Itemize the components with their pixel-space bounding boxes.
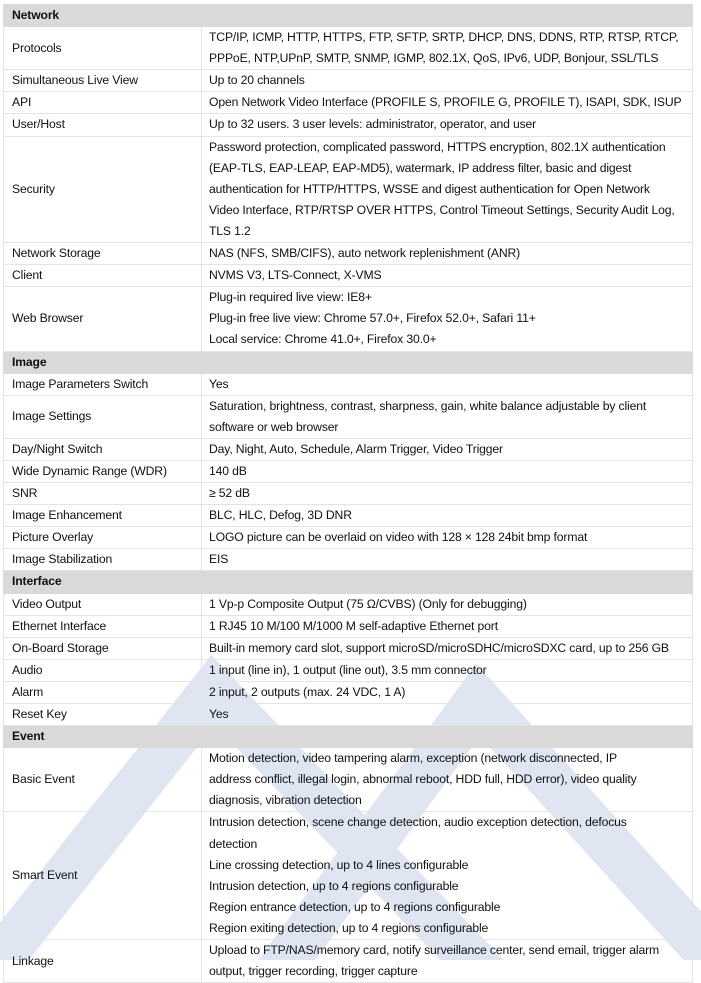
spec-row xyxy=(4,505,693,527)
spec-value-line: Up to 20 channels xyxy=(209,73,305,88)
spec-label: Web Browser xyxy=(4,287,202,351)
section-title: Network xyxy=(4,5,693,27)
spec-value-line: output, trigger recording, trigger capture xyxy=(209,964,418,979)
spec-label: Basic Event xyxy=(4,748,202,812)
spec-value-line: 1 input (line in), 1 output (line out), 3.5 mm connector xyxy=(209,662,487,677)
spec-row xyxy=(4,637,693,659)
section-title: Image xyxy=(4,351,693,373)
spec-row xyxy=(4,659,693,681)
spec-value xyxy=(202,265,693,287)
spec-value-line: 2 input, 2 outputs (max. 24 VDC, 1 A) xyxy=(209,684,406,699)
spec-row xyxy=(4,549,693,571)
spec-row xyxy=(4,483,693,505)
spec-value xyxy=(202,70,693,92)
spec-value-line: ≥ 52 dB xyxy=(209,486,250,501)
spec-value-line: Plug-in required live view: IE8+ xyxy=(209,290,372,305)
spec-row xyxy=(4,704,693,726)
spec-value xyxy=(202,940,693,983)
spec-row xyxy=(4,940,693,983)
spec-value-line: Open Network Video Interface (PROFILE S, PROFILE G, PROFILE T), ISAPI, SDK, ISUP xyxy=(209,95,682,110)
spec-value-line: Intrusion detection, up to 4 regions configurable xyxy=(209,878,459,893)
spec-value-line: address conflict, illegal login, abnormal reboot, HDD full, HDD error), video quality xyxy=(209,772,637,787)
spec-row xyxy=(4,27,693,70)
spec-value-line: diagnosis, vibration detection xyxy=(209,793,362,808)
spec-value-line: BLC, HLC, Defog, 3D DNR xyxy=(209,508,352,523)
spec-value-line: Region entrance detection, up to 4 regions configurable xyxy=(209,899,501,914)
section-header-network xyxy=(4,5,693,27)
spec-label: Video Output xyxy=(4,593,202,615)
spec-value xyxy=(202,505,693,527)
spec-value-line: Plug-in free live view: Chrome 57.0+, Firefox 52.0+, Safari 11+ xyxy=(209,311,536,326)
spec-value-line: NAS (NFS, SMB/CIFS), auto network replenishment (ANR) xyxy=(209,246,521,261)
spec-label: Simultaneous Live View xyxy=(4,70,202,92)
spec-row xyxy=(4,593,693,615)
spec-value-line: Line crossing detection, up to 4 lines configurable xyxy=(209,857,469,872)
spec-value xyxy=(202,460,693,482)
spec-label: Smart Event xyxy=(4,812,202,940)
spec-row xyxy=(4,373,693,395)
spec-value-line: detection xyxy=(209,836,258,851)
section-title: Event xyxy=(4,726,693,748)
spec-row xyxy=(4,265,693,287)
spec-value-line: Yes xyxy=(209,376,229,391)
spec-row xyxy=(4,527,693,549)
spec-value-line: 1 RJ45 10 M/100 M/1000 M self-adaptive Ethernet port xyxy=(209,618,498,633)
spec-row xyxy=(4,243,693,265)
section-header-interface xyxy=(4,571,693,593)
spec-label: Image Parameters Switch xyxy=(4,373,202,395)
spec-value-line: Saturation, brightness, contrast, sharpness, gain, white balance adjustable by client xyxy=(209,398,647,413)
spec-label: Security xyxy=(4,136,202,242)
spec-value xyxy=(202,395,693,438)
section-header-image xyxy=(4,351,693,373)
spec-label: Wide Dynamic Range (WDR) xyxy=(4,460,202,482)
spec-value xyxy=(202,615,693,637)
spec-value-line: NVMS V3, LTS-Connect, X-VMS xyxy=(209,268,382,283)
spec-label: Protocols xyxy=(4,27,202,70)
spec-value-line: Region exiting detection, up to 4 regions configurable xyxy=(209,920,489,935)
spec-row xyxy=(4,287,693,351)
spec-value-line: 1 Vp-p Composite Output (75 Ω/CVBS) (Only for debugging) xyxy=(209,596,527,611)
spec-value xyxy=(202,659,693,681)
spec-value-line: Motion detection, video tampering alarm, exception (network disconnected, IP xyxy=(209,751,617,766)
spec-row xyxy=(4,615,693,637)
section-title: Interface xyxy=(4,571,693,593)
spec-value-line: Video Interface, RTP/RTSP OVER HTTPS, Control Timeout Settings, Security Audit Log, xyxy=(209,202,675,217)
spec-value xyxy=(202,287,693,351)
spec-value-line: Up to 32 users. 3 user levels: administrator, operator, and user xyxy=(209,117,537,132)
spec-value xyxy=(202,438,693,460)
spec-value-line: LOGO picture can be overlaid on video with 128 × 128 24bit bmp format xyxy=(209,530,588,545)
spec-label: API xyxy=(4,92,202,114)
spec-value xyxy=(202,812,693,940)
spec-value-line: Local service: Chrome 41.0+, Firefox 30.0+ xyxy=(209,332,437,347)
spec-row xyxy=(4,136,693,242)
spec-value-line: Yes xyxy=(209,707,229,721)
spec-value xyxy=(202,373,693,395)
spec-row xyxy=(4,70,693,92)
spec-table xyxy=(3,4,693,983)
spec-value-line: Upload to FTP/NAS/memory card, notify surveillance center, send email, trigger alarm xyxy=(209,943,660,958)
spec-value xyxy=(202,637,693,659)
spec-label: User/Host xyxy=(4,114,202,136)
spec-row xyxy=(4,681,693,703)
spec-row xyxy=(4,812,693,940)
spec-label: Reset Key xyxy=(4,704,202,726)
spec-value xyxy=(202,136,693,242)
spec-row xyxy=(4,748,693,812)
spec-value-line: TLS 1.2 xyxy=(209,223,251,238)
spec-value xyxy=(202,243,693,265)
spec-label: Audio xyxy=(4,659,202,681)
spec-value-line: EIS xyxy=(209,552,229,567)
spec-row xyxy=(4,92,693,114)
spec-value xyxy=(202,681,693,703)
spec-row xyxy=(4,460,693,482)
section-header-event xyxy=(4,726,693,748)
spec-label: On-Board Storage xyxy=(4,637,202,659)
spec-value-line: PPPoE, NTP,UPnP, SMTP, SNMP, IGMP, 802.1X, QoS, IPv6, UDP, Bonjour, SSL/TLS xyxy=(209,51,659,66)
spec-value xyxy=(202,92,693,114)
spec-label: Picture Overlay xyxy=(4,527,202,549)
spec-row xyxy=(4,395,693,438)
spec-label: SNR xyxy=(4,483,202,505)
spec-value xyxy=(202,114,693,136)
spec-value-line: Built-in memory card slot, support microSD/microSDHC/microSDXC card, up to 256 GB xyxy=(209,640,669,655)
spec-value xyxy=(202,527,693,549)
spec-row xyxy=(4,114,693,136)
spec-value-line: Day, Night, Auto, Schedule, Alarm Trigger, Video Trigger xyxy=(209,441,503,456)
spec-value-line: Intrusion detection, scene change detection, audio exception detection, defocus xyxy=(209,815,627,830)
spec-label: Alarm xyxy=(4,681,202,703)
spec-value xyxy=(202,748,693,812)
spec-label: Network Storage xyxy=(4,243,202,265)
spec-value xyxy=(202,593,693,615)
spec-value-line: software or web browser xyxy=(209,419,339,434)
spec-label: Day/Night Switch xyxy=(4,438,202,460)
spec-value xyxy=(202,704,693,726)
spec-value-line: (EAP-TLS, EAP-LEAP, EAP-MD5), watermark, IP address filter, basic and digest xyxy=(209,160,632,175)
spec-value-line: TCP/IP, ICMP, HTTP, HTTPS, FTP, SFTP, SRTP, DHCP, DNS, DDNS, RTP, RTSP, RTCP, xyxy=(209,30,679,45)
spec-value xyxy=(202,27,693,70)
spec-label: Ethernet Interface xyxy=(4,615,202,637)
spec-label: Image Settings xyxy=(4,395,202,438)
spec-label: Image Stabilization xyxy=(4,549,202,571)
spec-row xyxy=(4,438,693,460)
spec-value-line: 140 dB xyxy=(209,463,247,478)
spec-label: Client xyxy=(4,265,202,287)
spec-value-line: authentication for HTTP/HTTPS, WSSE and digest authentication for Open Network xyxy=(209,181,650,196)
spec-label: Linkage xyxy=(4,940,202,983)
spec-value-line: Password protection, complicated password, HTTPS encryption, 802.1X authentication xyxy=(209,139,666,154)
spec-label: Image Enhancement xyxy=(4,505,202,527)
spec-value xyxy=(202,549,693,571)
spec-value xyxy=(202,483,693,505)
